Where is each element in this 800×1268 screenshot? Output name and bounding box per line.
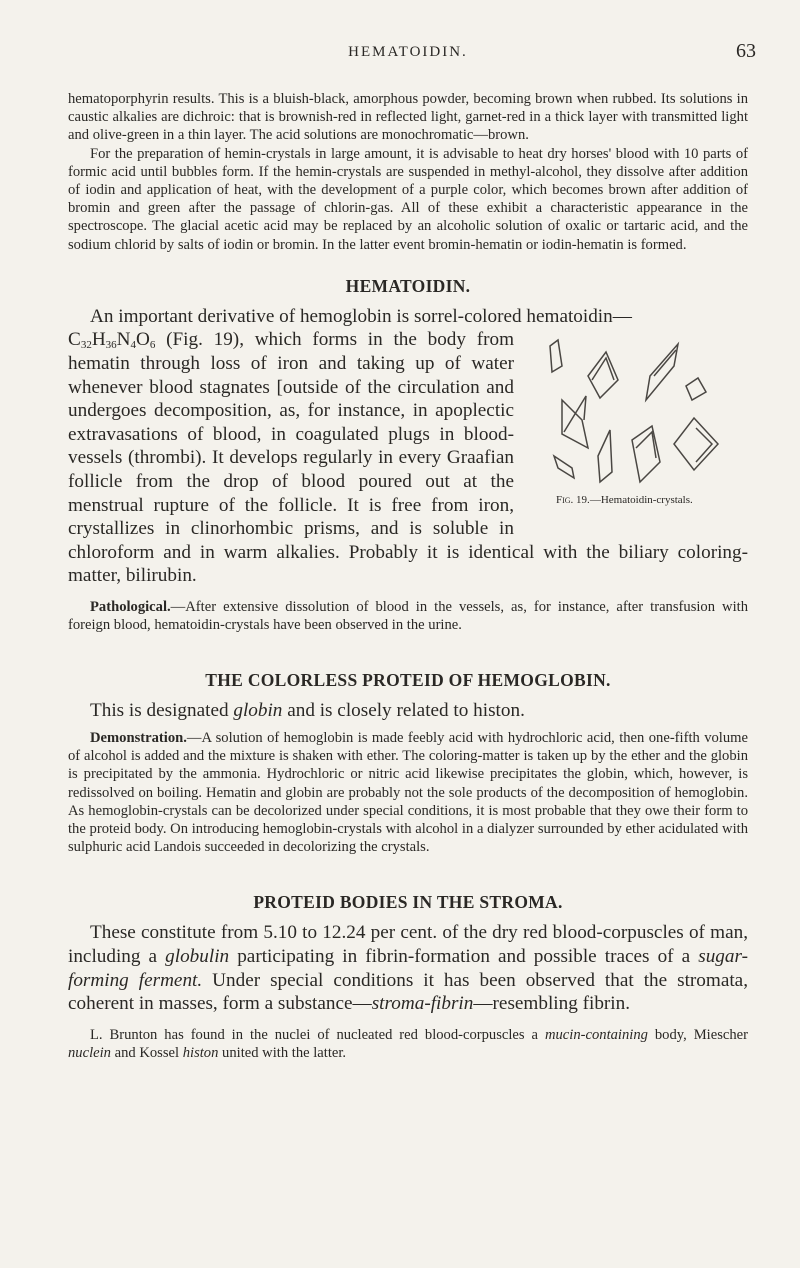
crystals-illustration: [528, 336, 748, 501]
hematoidin-body: (Fig. 19), which forms in the body from hematin through loss of iron and taking up of water whenever blood stagnates [outside of the circulation and undergoes decomposition, as, for instance, in apoplectic extravasations of blood, in coagulated plugs in blood-vessels (thrombi). It develops regularly in every Graafian follicle from the drop of blood poured out at the menstrual rupture of the follicle. It is free from iron, crystallizes in clinorhombic prisms, and is soluble in chloroform and in warm alkalies. Probably it is identical with the biliary coloring-matter, bilirubin.: [68, 329, 748, 587]
heading-colorless-proteid: THE COLORLESS PROTEID OF HEMOGLOBIN.: [205, 670, 611, 691]
page-number: 63: [736, 40, 756, 62]
heading-hematoidin: HEMATOIDIN.: [345, 275, 471, 296]
chemical-formula: $C_{32}H_{36}N_4O_6$: [68, 329, 156, 352]
figure-label: Fig. 19.: [556, 493, 590, 506]
book-page: [68, 0, 756, 1062]
paragraph-stroma: These constitute from 5.10 to 12.24 per cent. of the dry red blood-corpuscles of man, including a globulin participating in fibrin-formation and possible traces of a sugar-forming ferment. Under special conditions it has been observed that the stromata, coherent in masses, form a substance—stroma-fibrin—resembling fibrin.: [68, 922, 748, 1015]
page-header: [68, 0, 756, 62]
paragraph-globin: This is designated globin and is closely related to histon.: [90, 700, 525, 722]
paragraph-demonstration: Demonstration.—A solution of hemoglobin is made feebly acid with hydrochloric acid, then one-fifth volume of alcohol is added and the mixture is shaken with ether. The coloring-matter is taken up by the ether and the globin is precipitated by the ammonia. Hydrochloric or nitric acid likewise precipitates the globin, which, however, is redissolved on boiling. Hematin and globin are probably not the sole products of the decomposition of hemoglobin. As hemoglobin-crystals can be decolorized under special conditions, it is most probable that they owe their form to the proteid body. On introducing hemoglobin-crystals with alcohol in a dialyzer surrounded by ether acidulated with sulphuric acid Landois succeeded in decolorizing the crystals.: [68, 729, 748, 856]
paragraph-brunton: L. Brunton has found in the nuclei of nucleated red blood-corpuscles a mucin-containing body, Miescher nuclein and Kossel histon united with the latter.: [68, 1026, 748, 1061]
pathological-lead: Pathological.: [90, 598, 171, 615]
paragraph-hemin-crystals: For the preparation of hemin-crystals in large amount, it is advisable to heat dry horses' blood with 10 parts of formic acid until bubbles form. If the hemin-crystals are suspended in methyl-alcohol, they dissolve after addition of iodin and application of heat, with the development of a purple color, which becomes brown after addition of bromin and green after the passage of chlorin-gas. All of these exhibit a characteristic appearance in the spectroscope. The glacial acetic acid may be replaced by an alcoholic solution of oxalic or tartaric acid, and the sodium chlorid by salts of iodin or bromin. In the latter event bromin-hematin or iodin-hematin is formed.: [68, 145, 748, 253]
figure-caption: Fig. 19.—Hematoidin-crystals.: [556, 493, 693, 506]
paragraph-pathological: Pathological.—After extensive dissolution of blood in the vessels, as, for instance, after transfusion with foreign blood, hematoidin-crystals have been observed in the urine.: [68, 598, 748, 634]
running-title: HEMATOIDIN.: [348, 44, 468, 60]
figure-hematoidin-crystals: [528, 336, 748, 514]
paragraph-hematoidin: [68, 305, 748, 588]
demonstration-lead: Demonstration.: [90, 729, 187, 746]
hematoidin-intro: An important derivative of hemoglobin is sorrel-colored hematoidin—: [90, 305, 632, 327]
heading-proteid-stroma: PROTEID BODIES IN THE STROMA.: [253, 892, 563, 913]
paragraph-hematoporphyrin: hematoporphyrin results. This is a bluish-black, amorphous powder, becoming brown when rubbed. Its solutions in caustic alkalies are dichroic: that is brownish-red in reflected light, garnet-red in a thick layer with transmitted light and olive-green in a thin layer. The acid solutions are monochromatic—brown.: [68, 91, 748, 144]
